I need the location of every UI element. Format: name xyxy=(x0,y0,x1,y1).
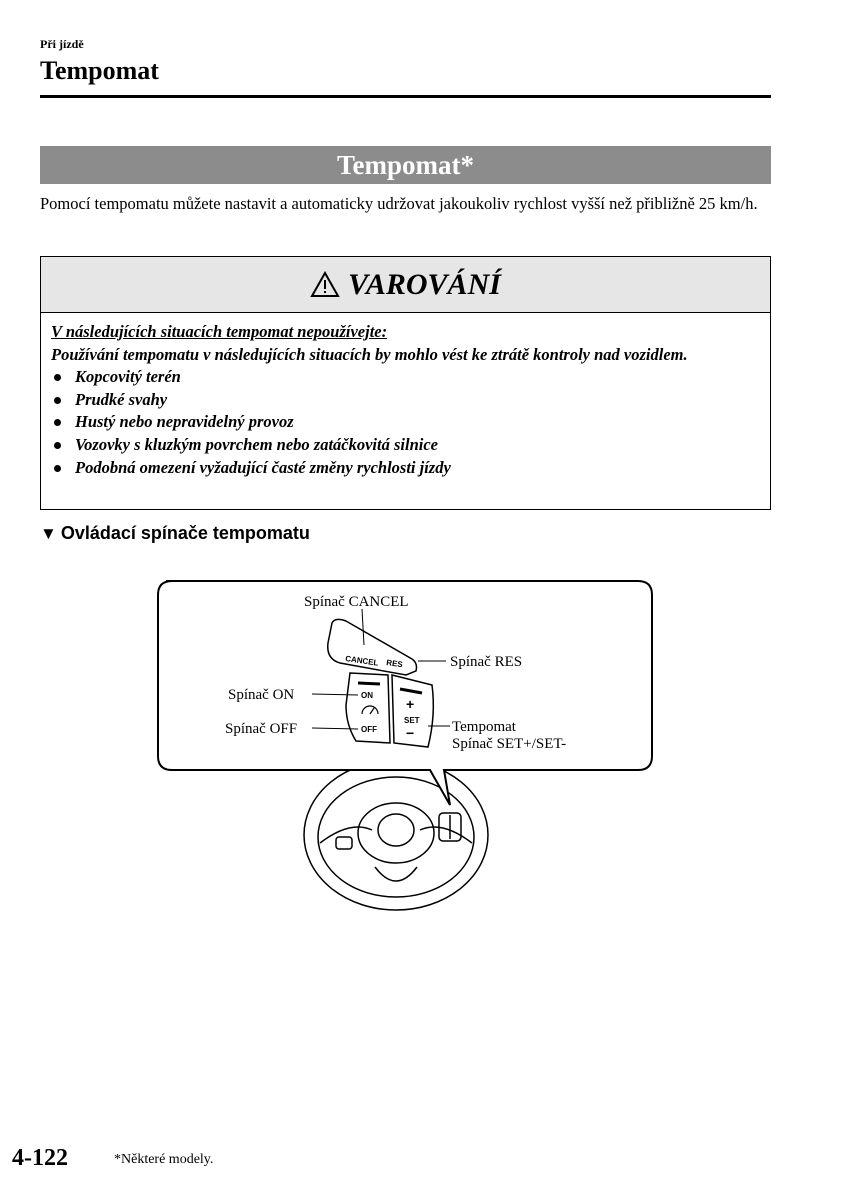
set-switch-block xyxy=(392,675,433,747)
warning-title: VAROVÁNÍ xyxy=(348,267,501,301)
list-item: Vozovky s kluzkým povrchem nebo zatáčkovitá silnice xyxy=(51,434,760,457)
warning-text: Používání tempomatu v následujících situacích by mohlo vést ke ztrátě kontroly nad vozidlem. xyxy=(51,344,688,364)
cancel-switch-label: Spínač CANCEL xyxy=(304,594,409,610)
warning-box xyxy=(40,256,771,510)
page-number: 4-122 xyxy=(12,1145,68,1171)
set-switch-label: Spínač SET+/SET- xyxy=(452,736,567,752)
triangle-down-icon: ▼ xyxy=(40,524,57,543)
set-plus-button: + xyxy=(406,696,415,712)
list-item: Hustý nebo nepravidelný provoz xyxy=(51,411,760,434)
list-item: Prudké svahy xyxy=(51,389,760,412)
warning-subtitle: V následujících situacích tempomat nepoužívejte: xyxy=(51,322,388,341)
res-switch-label: Spínač RES xyxy=(450,654,523,670)
cancel-button: CANCEL xyxy=(344,654,379,668)
warning-triangle-icon xyxy=(310,271,340,298)
intro-paragraph: Pomocí tempomatu můžete nastavit a automaticky udržovat jakoukoliv rychlost vyšší než přibližně 25 km/h. xyxy=(40,194,758,213)
set-minus-button: − xyxy=(406,725,415,741)
controls-heading-text: Ovládací spínače tempomatu xyxy=(60,523,310,543)
warning-header xyxy=(41,257,770,313)
warning-body xyxy=(41,313,770,479)
res-button: RES xyxy=(385,658,404,670)
on-off-switch-block xyxy=(346,673,390,743)
list-item: Kopcovitý terén xyxy=(51,366,760,389)
tempomat-label: Tempomat xyxy=(452,719,516,735)
title-rule xyxy=(40,95,771,98)
page-title: Tempomat xyxy=(40,56,159,85)
warning-list xyxy=(51,366,760,479)
section-label: Při jízdě xyxy=(40,37,84,51)
set-button: SET xyxy=(404,716,420,725)
cruise-control-illustration xyxy=(150,575,670,920)
steering-wheel-drawing xyxy=(304,760,488,910)
controls-heading xyxy=(40,523,310,544)
off-switch-label: Spínač OFF xyxy=(225,721,298,737)
on-button: ON xyxy=(361,691,373,700)
section-banner: Tempomat* xyxy=(40,146,771,184)
on-switch-label: Spínač ON xyxy=(228,687,295,703)
list-item: Podobná omezení vyžadující časté změny rychlosti jízdy xyxy=(51,457,760,480)
footnote: *Některé modely. xyxy=(114,1152,214,1167)
off-button: OFF xyxy=(361,725,377,734)
